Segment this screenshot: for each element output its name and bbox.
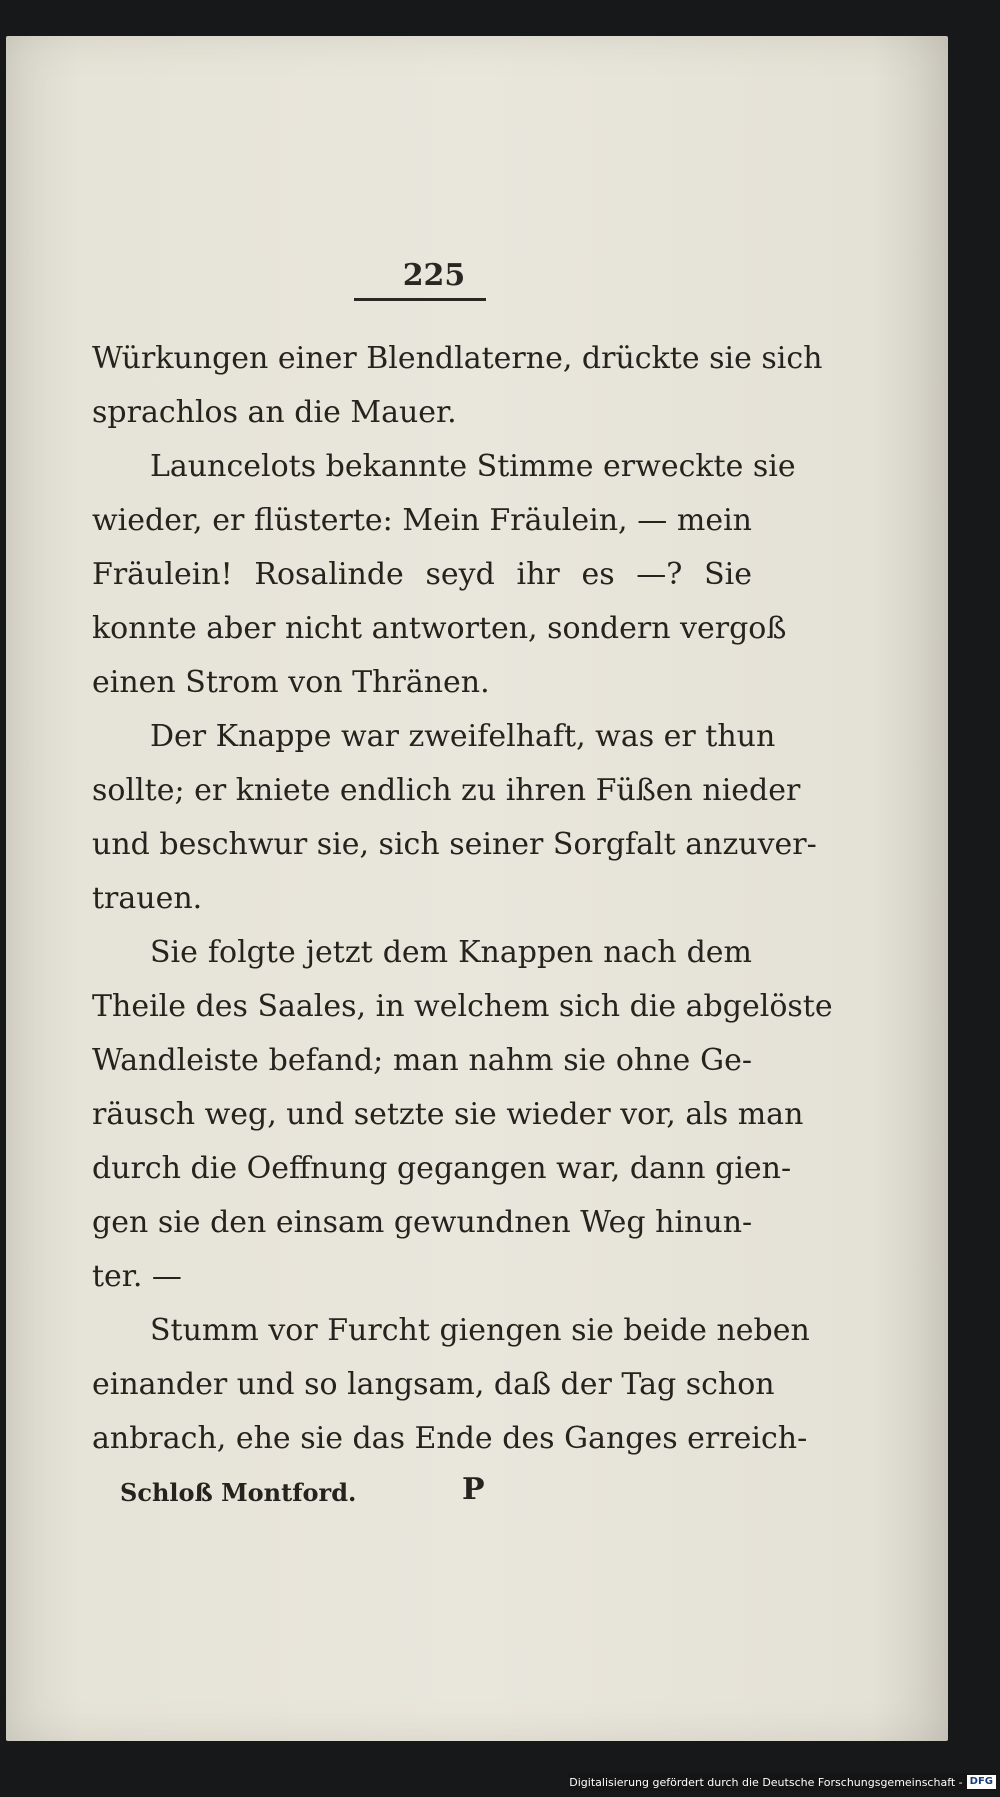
text-line: Der Knappe war zweifelhaft, was er thun: [150, 719, 776, 754]
text-line: Launcelots bekannte Stimme erweckte sie: [150, 449, 796, 484]
text-line: Sie folgte jetzt dem Knappen nach dem: [150, 935, 752, 970]
text-line: sprachlos an die Mauer.: [92, 395, 457, 430]
text-line: ter. —: [92, 1259, 182, 1294]
body-text: [92, 332, 833, 1466]
text-line: trauen.: [92, 881, 203, 916]
text-line: Fräulein! Rosalinde seyd ihr es —? Sie: [92, 557, 752, 592]
digitization-credit: [569, 1773, 996, 1791]
text-line: Würkungen einer Blendlaterne, drückte sie sich: [92, 341, 823, 376]
page-number-rule: [354, 298, 486, 301]
signature-line: Schloß Montford.: [120, 1478, 357, 1507]
text-line: einen Strom von Thränen.: [92, 665, 490, 700]
text-line: räusch weg, und setzte sie wieder vor, als man: [92, 1097, 804, 1132]
page-number: 225: [402, 258, 466, 293]
text-line: durch die Oeffnung gegangen war, dann gien-: [92, 1151, 792, 1186]
text-line: Wandleiste befand; man nahm sie ohne Ge-: [92, 1043, 752, 1078]
signature-mark: P: [462, 1472, 485, 1507]
text-line: konnte aber nicht antworten, sondern vergoß: [92, 611, 787, 646]
text-line: Theile des Saales, in welchem sich die abgelöste: [92, 989, 833, 1024]
text-line: einander und so langsam, daß der Tag schon: [92, 1367, 775, 1402]
text-line: Stumm vor Furcht giengen sie beide neben: [150, 1313, 810, 1348]
credit-text: Digitalisierung gefördert durch die Deutsche Forschungsgemeinschaft -: [569, 1775, 963, 1789]
text-line: sollte; er kniete endlich zu ihren Füßen nieder: [92, 773, 801, 808]
text-line: gen sie den einsam gewundnen Weg hinun-: [92, 1205, 753, 1240]
text-line: und beschwur sie, sich seiner Sorgfalt anzuver-: [92, 827, 817, 862]
text-line: anbrach, ehe sie das Ende des Ganges erreich-: [92, 1421, 808, 1456]
text-line: wieder, er flüsterte: Mein Fräulein, — mein: [92, 503, 752, 538]
dfg-logo: DFG: [967, 1775, 996, 1789]
